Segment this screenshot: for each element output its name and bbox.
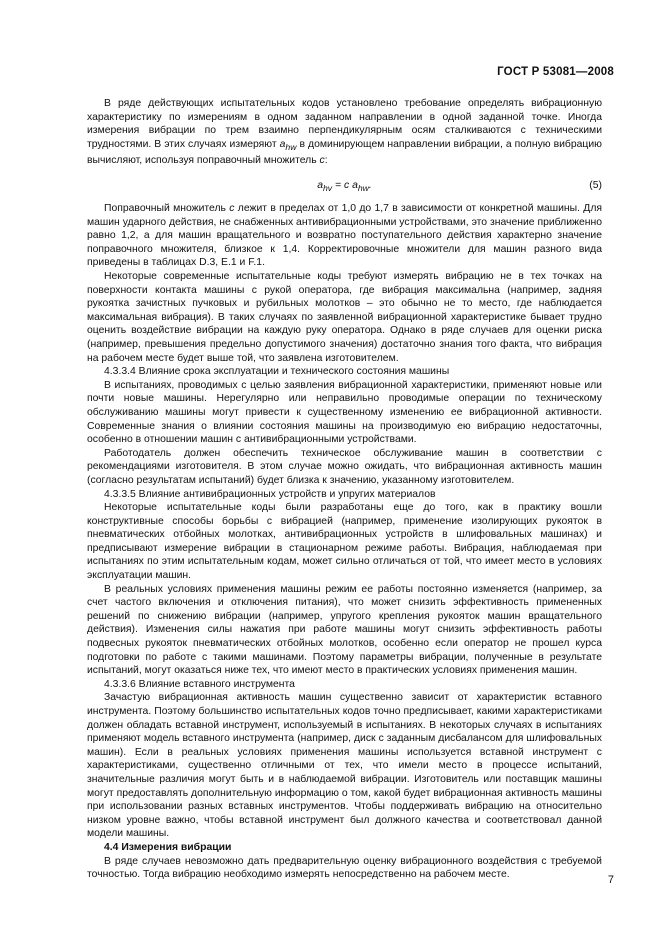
paragraph: В реальных условиях применения машины режим ее работы постоянно изменяется (например, за счет частого включения и отключения питания), что может снизить эффективность примененных решений по снижению вибрации (например, упругого крепления рукояток машин вращательного действия). Изменения силы нажатия при работе машины могут снизить эффективность работы подвесных рукояток пневматических отбойных молотков, особенно если оператор не прошел курса подготовки по работе с такими машинами. Поэтому параметры вибрации, полученные в результате испытаний, могут оказаться ниже тех, что имеют место в практических условиях применения машин. <box>87 583 602 677</box>
paragraph: Поправочный множитель c лежит в пределах от 1,0 до 1,7 в зависимости от конкретной машины. Для машин ударного действия, не снабженных антивибрационными устройствами, это значение приближенно равно 1,2, а для машин вращательного и возвратно поступательного действия характерно значение поправочного множителя, близкое к 1,4. Корректировочные множители для машин разного вида приведены в таблицах D.3, E.1 и F.1. <box>87 203 603 269</box>
paragraph: Работодатель должен обеспечить техническое обслуживание машин в соответствии с рекомендациями изготовителя. В этом случае можно ожидать, что вибрационная активность машин (согласно результатам испытаний) будет близка к значению, указанному изготовителем. <box>87 447 602 486</box>
paragraph: В ряде случаев невозможно дать предварительную оценку вибрационного воздействия с требуемой точностью. Тогда вибрацию необходимо измерять непосредственно на рабочем месте. <box>87 855 602 881</box>
formula-expression: $a_{hv} = c$ $a_{hw}$. <box>317 180 372 194</box>
section-heading: 4.4 Измерения вибрации <box>104 841 232 853</box>
document-body <box>87 97 602 882</box>
formula-block <box>87 172 602 199</box>
paragraph: Зачастую вибрационная активность машин существенно зависит от характеристик вставного инструмента. Поэтому большинство испытательных кодов точно предписывает, какими характеристиками должен обладать вставной инструмент, используемый в испытаниях. В некоторых случаях в испытаниях применяют модель вставного инструмента (например, диск с заданным дисбалансом для шлифовальных машин). Если в реальных условиях применения машины используется вставной инструмент с характеристиками, существенно отличными от тех, что имели место в процессе испытаний, значительные различия могут быть и в наблюдаемой вибрации. Изготовитель или поставщик машины могут предоставлять дополнительную информацию о том, какой будет вибрационная активность машины при использовании разных вставных инструментов. Чтобы поддерживать вибрацию на относительно низком уровне важно, чтобы вставной инструмент был должного качества и соответствовал данной модели машины. <box>87 692 602 840</box>
document-header: ГОСТ Р 53081—2008 <box>497 66 614 78</box>
paragraph: В ряде действующих испытательных кодов установлено требование определять вибрационную характеристику по измерениям в одном заданном направлении в одной заданной точке. Иногда измерения вибрации по трем взаимно перпендикулярным осям сталкиваются с техническими трудностями. В этих случаях измеряют $a_{hw}$ в доминирующем направлении вибрации, а полную вибрацию вычисляют, используя поправочный множитель c: <box>87 98 602 167</box>
section-heading: 4.3.3.5 Влияние антивибрационных устройств и упругих материалов <box>104 488 436 500</box>
paragraph: В испытаниях, проводимых с целью заявления вибрационной характеристики, применяют новые или почти новые машины. Нерегулярно или неправильно проводимые операции по техническому обслуживанию машины могут привести к существенному изменению ее вибрационной активности. Современные знания о влиянии состояния машины на производимую ею вибрацию недостаточны, особенно в отношении машин с антивибрационными устройствами. <box>87 379 602 446</box>
formula-number: (5) <box>589 180 602 192</box>
section-heading: 4.3.3.6 Влияние вставного инструмента <box>104 678 295 690</box>
paragraph: Некоторые современные испытательные коды требуют измерять вибрацию не в тех точках на поверхности контакта машины с рукой оператора, где вибрация максимальна (например, задняя рукоятка зачистных пучковых и рубильных молотков – это обычно не то место, где наблюдается максимальная вибрация). В таких случаях по заявленной вибрационной характеристике бывает трудно оценить воздействие вибрации на каждую руку оператора. Однако в ряде случаев для оценки риска (например, превышения предельно допустимого значения) достаточно знания того факта, что вибрация на рабочем месте будет выше той, что заявлена изготовителем. <box>87 271 602 364</box>
section-heading: 4.3.3.4 Влияние срока эксплуатации и технического состояния машины <box>104 366 450 378</box>
page-number: 7 <box>607 874 614 886</box>
paragraph: Некоторые испытательные коды были разработаны еще до того, как в практику вошли конструктивные способы борьбы с вибрацией (например, применение изолирующих рукояток в пневматических отбойных молотках, антивибрационных устройств в шлифовальных машинах) и предписывают измерение вибрации в стационарном режиме работы. Вибрация, наблюдаемая при испытаниях по этим испытательным кодам, может сильно отличаться от той, что имеет место в условиях эксплуатации машин. <box>87 502 602 582</box>
